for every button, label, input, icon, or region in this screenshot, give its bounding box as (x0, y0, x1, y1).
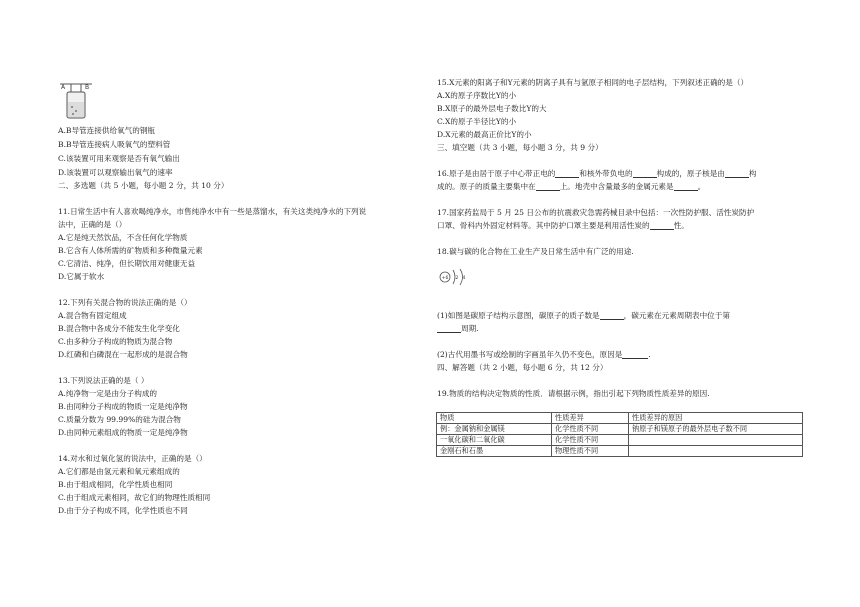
question-11-stem: 11.日常生活中有人喜欢喝纯净水，市售纯净水中有一些是蒸馏水，有关这类纯净水的下列说 (58, 207, 367, 216)
question-18-text-2: ，碳元素在元素周期表中位于第 (623, 311, 730, 320)
atom-shell-1-count: 2 (455, 276, 459, 281)
table-cell: 物理性质不同 (552, 446, 629, 457)
question-16-text-5: 成的。原子的质量主要集中在 (437, 182, 536, 191)
question-16-line-1 (437, 169, 756, 179)
table-cell: 钠原子和镁原子的最外层电子数不同 (629, 424, 803, 435)
question-18-stem: 18.碳与碳的化合物在工业生产及日常生活中有广泛的用途. (437, 247, 634, 256)
atom-shell-2-count: 4 (462, 276, 466, 281)
table-cell: 一氧化碳和二氧化碳 (437, 435, 552, 446)
question-19-stem: 19.物质的结构决定物质的性质．请根据示例，指出引起下列物质性质差异的原因. (437, 389, 710, 398)
question-14-option-a: A.它们都是由氢元素和氧元素组成的 (58, 467, 180, 476)
question-16-text-2: 和核外带负电的 (579, 169, 633, 178)
answer-blank[interactable] (674, 182, 698, 191)
question-16-line-2 (437, 182, 705, 192)
table-header-cell: 物质 (437, 413, 552, 424)
section-heading-multi-choice: 二、多选题（共 5 小题，每小题 2 分，共 10 分） (58, 181, 229, 190)
question-16-text-6: 上。地壳中含量最多的金属元素是 (559, 182, 674, 191)
table-cell: 金刚石和石墨 (437, 446, 552, 457)
table-header-cell: 性质差异 (552, 413, 629, 424)
atom-nucleus-label: +6 (441, 276, 449, 281)
question-12-option-a: A.混合物有固定组成 (58, 311, 127, 320)
answer-blank[interactable] (437, 324, 461, 333)
question-18-part-1 (437, 311, 730, 321)
question-15-stem: 15.X元素的阳离子和Y元素的阴离子具有与氩原子相同的电子层结构，下列叙述正确的是（） (437, 78, 749, 87)
question-11-option-a: A.它是纯天然饮品，不含任何化学物质 (58, 233, 188, 242)
question-15-option-b: B.X原子的最外层电子数比Y的大 (437, 104, 547, 113)
question-18-text-1: (1)如图是碳原子结构示意图，碳原子的质子数是 (437, 311, 600, 320)
property-difference-table (436, 412, 803, 457)
question-17-text-2: 性。 (673, 221, 689, 230)
question-17-line-2 (437, 221, 689, 231)
table-answer-cell[interactable] (629, 446, 803, 457)
question-13-option-b: B.由同种分子构成的物质一定是纯净物 (58, 402, 188, 411)
question-12-option-c: C.由多种分子构成的物质为混合物 (58, 337, 173, 346)
question-18-text-4: (2)古代用墨书写或绘制的字画虽年久仍不变色，原因是 (437, 350, 623, 359)
table-row (437, 446, 803, 457)
answer-blank[interactable] (650, 221, 674, 230)
table-row (437, 435, 803, 446)
option-a: A.B导管连接供给氧气的钢瓶 (58, 126, 156, 135)
option-d: D.该装置可以观察输出氧气的速率 (58, 168, 173, 177)
carbon-atom-structure-icon (438, 266, 474, 288)
svg-text:A: A (61, 84, 66, 91)
question-14-stem: 14.对水和过氧化氢的说法中，正确的是（） (58, 454, 207, 463)
gas-bottle-apparatus-figure (58, 80, 94, 122)
table-header-row (437, 413, 803, 424)
question-16-text-4: 构 (748, 169, 757, 178)
answer-blank[interactable] (555, 169, 579, 178)
question-18-part-2 (437, 350, 651, 360)
answer-blank[interactable] (725, 169, 749, 178)
question-15-option-c: C.X的原子半径比Y的小 (437, 117, 517, 126)
question-14-option-c: C.由于组成元素相同，故它们的物理性质相同 (58, 493, 211, 502)
question-13-stem: 13.下列说法正确的是（ ） (58, 376, 149, 385)
question-16-text-3: 构成的，原子核是由 (656, 169, 725, 178)
question-17-text-1: 口罩、骨科内外固定材料等。其中防护口罩主要是利用活性炭的 (437, 221, 650, 230)
table-cell: 化学性质不同 (552, 435, 629, 446)
question-18-text-3: 周期. (461, 324, 479, 333)
question-12-option-b: B.混合物中各成分不能发生化学变化 (58, 324, 180, 333)
option-b: B.B导管连接病人吸氧气的塑料管 (58, 140, 171, 149)
question-11-option-c: C.它清洁、纯净，但长期饮用对健康无益 (58, 259, 196, 268)
table-cell: 化学性质不同 (552, 424, 629, 435)
section-heading-answer: 四、解答题（共 2 小题，每小题 6 分，共 12 分） (437, 363, 608, 372)
question-12-stem: 12.下列有关混合物的说法正确的是（） (58, 298, 192, 307)
question-17-line-1: 17.国家药监局于 5 月 25 日公布的抗震救灾急需药械目录中包括：一次性防护服、活性炭防护 (437, 208, 755, 217)
question-18-text-5: . (648, 350, 651, 359)
question-13-option-c: C.质量分数为 99.99%的硅为混合物 (58, 415, 181, 424)
question-12-option-d: D.红磷和白磷混在一起形成的是混合物 (58, 350, 188, 359)
question-18-part-1-cont (437, 324, 479, 334)
svg-text:B: B (85, 84, 90, 91)
question-15-option-a: A.X的原子序数比Y的小 (437, 91, 517, 100)
answer-blank[interactable] (633, 169, 657, 178)
question-15-option-d: D.X元素的最高正价比Y的小 (437, 130, 532, 139)
question-16-text-7: 。 (697, 182, 706, 191)
section-heading-fill-in: 三、填空题（共 3 小题，每小题 3 分，共 9 分） (437, 143, 603, 152)
question-13-option-a: A.纯净物一定是由分子构成的 (58, 389, 158, 398)
answer-blank[interactable] (536, 182, 560, 191)
option-c: C.该装置可用来观察是否有氧气输出 (58, 154, 180, 163)
table-row (437, 424, 803, 435)
question-11-option-b: B.它含有人体所需的矿物质和多种微量元素 (58, 246, 203, 255)
question-11-option-d: D.它属于软水 (58, 272, 105, 281)
answer-blank[interactable] (622, 350, 651, 359)
table-answer-cell[interactable] (629, 435, 803, 446)
question-14-option-d: D.由于分子构成不同，化学性质也不同 (58, 506, 188, 515)
question-14-option-b: B.由于组成相同，化学性质也相同 (58, 480, 173, 489)
table-cell: 例：金属钠和金属镁 (437, 424, 552, 435)
question-16-text-1: 16.原子是由居于原子中心带正电的 (437, 169, 556, 178)
table-header-cell: 性质差异的原因 (629, 413, 803, 424)
answer-blank[interactable] (600, 311, 624, 320)
question-13-option-d: D.由同种元素组成的物质一定是纯净物 (58, 428, 188, 437)
question-11-stem-cont: 法中，正确的是（） (58, 220, 127, 229)
